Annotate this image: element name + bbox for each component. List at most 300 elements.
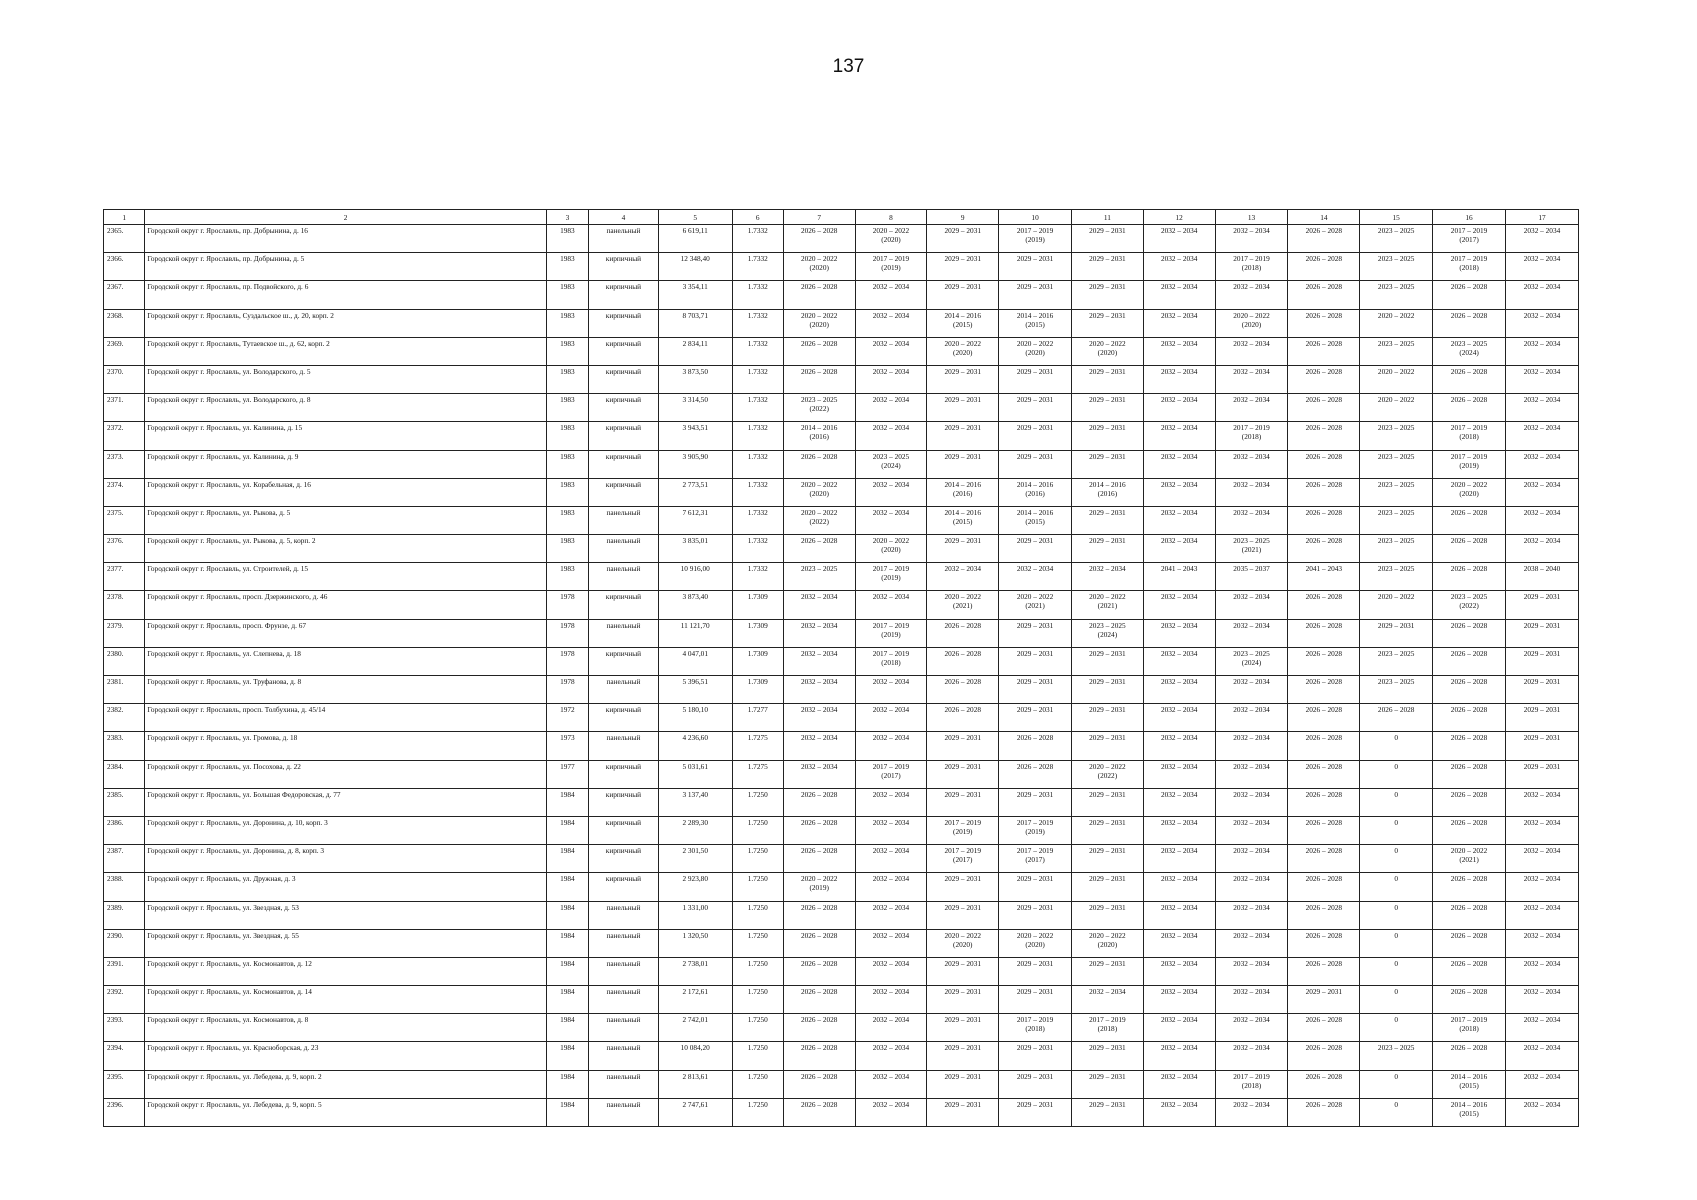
table-row — [104, 957, 1579, 985]
table-cell: 2377. — [104, 563, 145, 591]
table-cell: 2029 – 2031 — [1072, 281, 1144, 309]
table-cell: 2029 – 2031 — [999, 450, 1072, 478]
table-row — [104, 845, 1579, 873]
table-cell: 2382. — [104, 704, 145, 732]
table-cell: кирпичный — [589, 450, 659, 478]
table-cell: 2 301,50 — [658, 845, 732, 873]
table-cell — [1072, 619, 1144, 647]
cell-period: 2020 – 2022 — [800, 254, 838, 264]
cell-year: (2018) — [881, 657, 901, 667]
table-cell: 2032 – 2034 — [855, 1042, 927, 1070]
table-cell: 2032 – 2034 — [855, 478, 927, 506]
table-cell — [1433, 1070, 1506, 1098]
table-cell: Городской округ г. Ярославль, ул. Корабельная, д. 16 — [145, 478, 546, 506]
table-cell: 2026 – 2028 — [783, 281, 855, 309]
table-cell: 2026 – 2028 — [999, 760, 1072, 788]
table-cell: 2029 – 2031 — [1072, 957, 1144, 985]
table-cell: кирпичный — [589, 647, 659, 675]
table-cell: 2029 – 2031 — [1072, 225, 1144, 253]
table-cell: 2 773,51 — [658, 478, 732, 506]
table-cell: 2391. — [104, 957, 145, 985]
table-cell: 2023 – 2025 — [1360, 225, 1433, 253]
column-header-3: 3 — [546, 210, 588, 225]
table-cell: 1972 — [546, 704, 588, 732]
table-cell — [1072, 760, 1144, 788]
cell-year: (2018) — [1025, 1024, 1045, 1034]
table-cell: 2023 – 2025 — [1360, 506, 1433, 534]
cell-period: 2023 – 2025 — [1089, 620, 1126, 630]
table-cell: 2032 – 2034 — [1505, 281, 1578, 309]
table-cell: 2032 – 2034 — [1505, 901, 1578, 929]
table-cell: 2029 – 2031 — [999, 619, 1072, 647]
table-cell: 2032 – 2034 — [855, 309, 927, 337]
table-cell — [1433, 422, 1506, 450]
table-cell: кирпичный — [589, 816, 659, 844]
table-cell — [927, 309, 999, 337]
table-cell: 0 — [1360, 816, 1433, 844]
cell-year: (2020) — [1025, 347, 1045, 357]
table-cell: кирпичный — [589, 394, 659, 422]
table-cell — [927, 816, 999, 844]
table-cell: 1.7250 — [732, 1042, 783, 1070]
table-cell: 3 905,90 — [658, 450, 732, 478]
table-cell: 2029 – 2031 — [927, 253, 999, 281]
table-cell: 2029 – 2031 — [1072, 647, 1144, 675]
cell-year: (2015) — [953, 319, 973, 329]
table-cell: 1983 — [546, 365, 588, 393]
table-cell: 1984 — [546, 788, 588, 816]
table-cell: 2032 – 2034 — [1505, 506, 1578, 534]
cell-year: (2019) — [1459, 460, 1479, 470]
table-cell: 1984 — [546, 1042, 588, 1070]
table-row — [104, 422, 1579, 450]
table-row — [104, 563, 1579, 591]
table-cell: 2032 – 2034 — [1505, 986, 1578, 1014]
cell-year: (2021) — [1025, 601, 1045, 611]
table-cell: панельный — [589, 225, 659, 253]
table-cell: 2032 – 2034 — [855, 1070, 927, 1098]
table-body — [104, 225, 1579, 1127]
table-cell: 2032 – 2034 — [855, 394, 927, 422]
cell-period: 2014 – 2016 — [1450, 1071, 1488, 1081]
table-cell: 1 320,50 — [658, 929, 732, 957]
table-cell: Городской округ г. Ярославль, ул. Космонавтов, д. 8 — [145, 1014, 546, 1042]
table-cell — [783, 253, 855, 281]
page-number: 137 — [832, 56, 865, 77]
table-cell: Городской округ г. Ярославль, ул. Володарского, д. 8 — [145, 394, 546, 422]
table-cell: 2365. — [104, 225, 145, 253]
cell-year: (2019) — [881, 263, 901, 273]
table-cell: 2032 – 2034 — [1215, 732, 1288, 760]
table-cell: 2032 – 2034 — [1215, 704, 1288, 732]
table-cell — [855, 450, 927, 478]
cell-period: 2020 – 2022 — [1016, 338, 1054, 348]
table-cell: 1977 — [546, 760, 588, 788]
table-row — [104, 365, 1579, 393]
table-cell: 2032 – 2034 — [1505, 535, 1578, 563]
table-cell: 2023 – 2025 — [1360, 337, 1433, 365]
table-cell: 2032 – 2034 — [1215, 365, 1288, 393]
cell-period: 2014 – 2016 — [800, 423, 838, 433]
table-cell: 2026 – 2028 — [1433, 281, 1506, 309]
table-cell: 2032 – 2034 — [1143, 619, 1215, 647]
table-cell — [1433, 1014, 1506, 1042]
table-cell: 2026 – 2028 — [1288, 704, 1360, 732]
table-cell: 1984 — [546, 816, 588, 844]
table-cell — [927, 506, 999, 534]
cell-period: 2017 – 2019 — [1016, 1015, 1054, 1025]
table-cell: 2023 – 2025 — [1360, 478, 1433, 506]
table-cell: 2371. — [104, 394, 145, 422]
cell-period: 2020 – 2022 — [944, 338, 981, 348]
table-cell: 2029 – 2031 — [1505, 732, 1578, 760]
table-cell: 1.7250 — [732, 845, 783, 873]
table-cell: панельный — [589, 732, 659, 760]
table-cell: 1973 — [546, 732, 588, 760]
table-cell: 2032 – 2034 — [1215, 957, 1288, 985]
table-cell: 1984 — [546, 929, 588, 957]
table-cell: 2026 – 2028 — [1288, 816, 1360, 844]
table-cell: 2029 – 2031 — [999, 281, 1072, 309]
cell-period: 2014 – 2016 — [944, 479, 981, 489]
table-cell: 2026 – 2028 — [1433, 704, 1506, 732]
table-row — [104, 1042, 1579, 1070]
table-cell: Городской округ г. Ярославль, ул. Лебедева, д. 9, корп. 5 — [145, 1098, 546, 1126]
table-cell: Городской округ г. Ярославль, просп. Фрунзе, д. 67 — [145, 619, 546, 647]
table-cell: 2023 – 2025 — [1360, 535, 1433, 563]
table-cell: кирпичный — [589, 873, 659, 901]
cell-period: 2020 – 2022 — [1089, 930, 1126, 940]
table-cell: 1983 — [546, 422, 588, 450]
table-cell: 2026 – 2028 — [1433, 535, 1506, 563]
table-cell: 2029 – 2031 — [999, 1042, 1072, 1070]
table-cell: 2032 – 2034 — [1505, 1098, 1578, 1126]
table-cell: Городской округ г. Ярославль, пр. Подвойского, д. 6 — [145, 281, 546, 309]
column-header-14: 14 — [1288, 210, 1360, 225]
table-cell — [999, 225, 1072, 253]
cell-period: 2020 – 2022 — [800, 507, 838, 517]
table-cell: 8 703,71 — [658, 309, 732, 337]
table-cell: 2026 – 2028 — [1288, 901, 1360, 929]
table-cell: 2029 – 2031 — [1072, 704, 1144, 732]
table-cell: 2373. — [104, 450, 145, 478]
table-cell: 2032 – 2034 — [1215, 873, 1288, 901]
table-cell: 2032 – 2034 — [1215, 788, 1288, 816]
cell-period: 2023 – 2025 — [872, 451, 910, 461]
table-row — [104, 901, 1579, 929]
table-cell: 2029 – 2031 — [1505, 619, 1578, 647]
cell-period: 2020 – 2022 — [1450, 479, 1488, 489]
table-cell: 2032 – 2034 — [1505, 816, 1578, 844]
table-cell: 5 396,51 — [658, 676, 732, 704]
table-cell — [1433, 591, 1506, 619]
table-cell: 2026 – 2028 — [1433, 676, 1506, 704]
table-row — [104, 309, 1579, 337]
table-cell — [927, 845, 999, 873]
table-row — [104, 478, 1579, 506]
table-row — [104, 337, 1579, 365]
table-cell: 2032 – 2034 — [855, 845, 927, 873]
table-cell: 1984 — [546, 845, 588, 873]
table-cell: 2032 – 2034 — [1143, 478, 1215, 506]
table-cell: 2032 – 2034 — [855, 337, 927, 365]
table-cell: Городской округ г. Ярославль, Суздальское ш., д. 20, корп. 2 — [145, 309, 546, 337]
table-cell: Городской округ г. Ярославль, ул. Доронина, д. 8, корп. 3 — [145, 845, 546, 873]
table-cell: 2026 – 2028 — [1288, 394, 1360, 422]
table-cell: 2032 – 2034 — [1215, 1098, 1288, 1126]
table-cell — [855, 535, 927, 563]
table-cell: 2026 – 2028 — [1288, 281, 1360, 309]
table-cell: 2029 – 2031 — [927, 535, 999, 563]
table-cell: 2026 – 2028 — [1288, 845, 1360, 873]
table-cell: 1983 — [546, 563, 588, 591]
table-cell: 1.7309 — [732, 619, 783, 647]
table-cell: 2032 – 2034 — [1143, 394, 1215, 422]
cell-period: 2020 – 2022 — [800, 874, 838, 884]
cell-year: (2018) — [1097, 1024, 1118, 1034]
table-cell: 2032 – 2034 — [1143, 337, 1215, 365]
cell-year: (2019) — [881, 573, 901, 583]
cell-year: (2022) — [809, 404, 829, 414]
table-cell: 2396. — [104, 1098, 145, 1126]
table-cell: 2029 – 2031 — [1072, 506, 1144, 534]
table-cell: 2 813,61 — [658, 1070, 732, 1098]
table-cell: Городской округ г. Ярославль, ул. Володарского, д. 5 — [145, 365, 546, 393]
table-cell: 2032 – 2034 — [1215, 450, 1288, 478]
table-cell — [1072, 929, 1144, 957]
table-cell: 2032 – 2034 — [855, 788, 927, 816]
table-cell — [999, 337, 1072, 365]
table-cell: 2026 – 2028 — [1433, 816, 1506, 844]
cell-year: (2018) — [1241, 263, 1262, 273]
table-cell: Городской округ г. Ярославль, ул. Космонавтов, д. 14 — [145, 986, 546, 1014]
table-cell: 2029 – 2031 — [999, 535, 1072, 563]
table-cell — [783, 873, 855, 901]
table-cell: 2392. — [104, 986, 145, 1014]
table-cell: 2029 – 2031 — [927, 450, 999, 478]
table-cell: 2032 – 2034 — [1505, 1070, 1578, 1098]
table-cell: Городской округ г. Ярославль, ул. Доронина, д. 10, корп. 3 — [145, 816, 546, 844]
table-cell: 2367. — [104, 281, 145, 309]
table-cell: 2029 – 2031 — [1072, 816, 1144, 844]
table-cell: 2026 – 2028 — [783, 365, 855, 393]
table-cell: 1978 — [546, 619, 588, 647]
table-cell: 2032 – 2034 — [1143, 957, 1215, 985]
table-cell: 2376. — [104, 535, 145, 563]
table-cell: панельный — [589, 563, 659, 591]
table-cell — [999, 591, 1072, 619]
table-cell: панельный — [589, 676, 659, 704]
table-cell: 2029 – 2031 — [927, 1098, 999, 1126]
table-cell: 2026 – 2028 — [1433, 986, 1506, 1014]
table-cell: 1984 — [546, 986, 588, 1014]
table-cell: Городской округ г. Ярославль, ул. Посохова, д. 22 — [145, 760, 546, 788]
table-cell: 2032 – 2034 — [855, 873, 927, 901]
table-cell: 1983 — [546, 337, 588, 365]
table-cell: 2029 – 2031 — [927, 394, 999, 422]
table-cell: 1984 — [546, 1098, 588, 1126]
table-cell: 2023 – 2025 — [1360, 422, 1433, 450]
table-cell: 1983 — [546, 394, 588, 422]
table-cell: 2026 – 2028 — [1288, 535, 1360, 563]
table-cell: 2029 – 2031 — [1072, 732, 1144, 760]
cell-year: (2020) — [881, 235, 901, 244]
column-header-15: 15 — [1360, 210, 1433, 225]
table-cell: 1.7309 — [732, 647, 783, 675]
cell-period: 2017 – 2019 — [1016, 846, 1054, 856]
table-cell: 2041 – 2043 — [1288, 563, 1360, 591]
table-cell — [1433, 478, 1506, 506]
table-cell: 2393. — [104, 1014, 145, 1042]
table-cell: 2026 – 2028 — [1288, 760, 1360, 788]
cell-period: 2020 – 2022 — [1233, 310, 1270, 320]
table-cell: 2029 – 2031 — [999, 1070, 1072, 1098]
table-cell: 2026 – 2028 — [1288, 225, 1360, 253]
table-header — [104, 210, 1579, 225]
table-cell: 2026 – 2028 — [783, 450, 855, 478]
table-cell: 2029 – 2031 — [927, 873, 999, 901]
table-cell: 2032 – 2034 — [1215, 929, 1288, 957]
cell-year: (2020) — [881, 545, 901, 555]
table-cell: 1983 — [546, 309, 588, 337]
table-cell: 2032 – 2034 — [1215, 506, 1288, 534]
table-cell — [783, 309, 855, 337]
table-row — [104, 929, 1579, 957]
table-cell: 2029 – 2031 — [999, 901, 1072, 929]
table-cell: 2029 – 2031 — [927, 281, 999, 309]
cell-year: (2024) — [1459, 347, 1479, 357]
cell-period: 2020 – 2022 — [1016, 930, 1054, 940]
table-cell: 2032 – 2034 — [1505, 394, 1578, 422]
table-cell: 6 619,11 — [658, 225, 732, 253]
table-cell: 2026 – 2028 — [927, 704, 999, 732]
table-cell: 2026 – 2028 — [1288, 1098, 1360, 1126]
table-cell: 2032 – 2034 — [1505, 253, 1578, 281]
table-cell: 2029 – 2031 — [1072, 845, 1144, 873]
table-cell: 1.7332 — [732, 478, 783, 506]
table-cell: кирпичный — [589, 422, 659, 450]
table-cell: 1.7332 — [732, 309, 783, 337]
table-row — [104, 1098, 1579, 1126]
cell-year: (2018) — [1241, 1080, 1262, 1090]
table-cell: 2032 – 2034 — [1215, 676, 1288, 704]
table-cell: 2029 – 2031 — [999, 676, 1072, 704]
table-cell: Городской округ г. Ярославль, пр. Добрынина, д. 5 — [145, 253, 546, 281]
column-header-1: 1 — [104, 210, 145, 225]
table-cell: 2032 – 2034 — [855, 957, 927, 985]
table-cell: 1.7332 — [732, 225, 783, 253]
table-cell: 2026 – 2028 — [1288, 732, 1360, 760]
table-cell: 2032 – 2034 — [1505, 957, 1578, 985]
table-cell: 2029 – 2031 — [999, 704, 1072, 732]
cell-period: 2020 – 2022 — [872, 226, 910, 235]
table-cell: 1.7250 — [732, 929, 783, 957]
table-cell: 11 121,70 — [658, 619, 732, 647]
table-cell: 1983 — [546, 535, 588, 563]
table-cell: 0 — [1360, 986, 1433, 1014]
table-cell: 2026 – 2028 — [783, 929, 855, 957]
table-cell: 2029 – 2031 — [927, 365, 999, 393]
table-cell: 2026 – 2028 — [783, 1098, 855, 1126]
table-cell — [1215, 422, 1288, 450]
cell-period: 2017 – 2019 — [1089, 1015, 1126, 1025]
table-cell: панельный — [589, 1042, 659, 1070]
table-cell: 1.7309 — [732, 591, 783, 619]
table-cell: 2032 – 2034 — [1143, 676, 1215, 704]
column-header-6: 6 — [732, 210, 783, 225]
table-cell: 2026 – 2028 — [1360, 704, 1433, 732]
table-cell: 1.7309 — [732, 676, 783, 704]
cell-year: (2020) — [1025, 939, 1045, 949]
table-cell: 2 923,80 — [658, 873, 732, 901]
table-cell: 2026 – 2028 — [1433, 929, 1506, 957]
table-row — [104, 225, 1579, 253]
table-cell: 2029 – 2031 — [999, 788, 1072, 816]
table-cell: 2026 – 2028 — [1433, 957, 1506, 985]
table-cell: 1.7250 — [732, 816, 783, 844]
table-row — [104, 647, 1579, 675]
table-cell: 2032 – 2034 — [1215, 225, 1288, 253]
table-cell: 2032 – 2034 — [1143, 788, 1215, 816]
table-cell: 1.7275 — [732, 760, 783, 788]
table-cell: кирпичный — [589, 309, 659, 337]
cell-period: 2023 – 2025 — [1450, 592, 1488, 602]
table-cell: 2032 – 2034 — [855, 591, 927, 619]
table-cell: 7 612,31 — [658, 506, 732, 534]
table-cell: 2032 – 2034 — [1505, 845, 1578, 873]
table-cell: 2029 – 2031 — [999, 986, 1072, 1014]
table-cell: 1.7332 — [732, 281, 783, 309]
table-cell: 3 354,11 — [658, 281, 732, 309]
table-cell: 2026 – 2028 — [1433, 619, 1506, 647]
table-cell — [999, 1014, 1072, 1042]
table-cell: 2026 – 2028 — [1288, 450, 1360, 478]
table-cell: 2032 – 2034 — [1215, 337, 1288, 365]
table-cell — [1215, 309, 1288, 337]
table-cell — [999, 845, 1072, 873]
table-cell: 0 — [1360, 929, 1433, 957]
cell-year: (2015) — [1025, 319, 1045, 329]
table-cell: 2032 – 2034 — [855, 1014, 927, 1042]
cell-year: (2016) — [809, 432, 829, 442]
table-cell: 2383. — [104, 732, 145, 760]
column-header-5: 5 — [658, 210, 732, 225]
table-cell: 2032 – 2034 — [1143, 647, 1215, 675]
table-cell: 1.7250 — [732, 1098, 783, 1126]
table-cell: 2032 – 2034 — [1143, 1042, 1215, 1070]
table-cell: 2020 – 2022 — [1360, 365, 1433, 393]
table-cell: 2035 – 2037 — [1215, 563, 1288, 591]
table-cell: 2026 – 2028 — [1433, 309, 1506, 337]
table-cell: 4 047,01 — [658, 647, 732, 675]
table-cell: 2369. — [104, 337, 145, 365]
table-cell: 2026 – 2028 — [1288, 253, 1360, 281]
table-cell: 2026 – 2028 — [1433, 563, 1506, 591]
table-cell: Городской округ г. Ярославль, ул. Звездная, д. 53 — [145, 901, 546, 929]
table-cell: 2032 – 2034 — [783, 619, 855, 647]
table-cell: 1.7250 — [732, 957, 783, 985]
table-cell: 2032 – 2034 — [783, 647, 855, 675]
table-cell: 5 180,10 — [658, 704, 732, 732]
cell-year: (2019) — [1025, 235, 1045, 244]
table-cell: 2026 – 2028 — [1433, 788, 1506, 816]
table-cell: 2020 – 2022 — [1360, 591, 1433, 619]
table-cell: 2029 – 2031 — [1505, 760, 1578, 788]
column-header-13: 13 — [1215, 210, 1288, 225]
column-header-2: 2 — [145, 210, 546, 225]
table-cell: 2029 – 2031 — [927, 788, 999, 816]
table-cell: 2029 – 2031 — [1360, 619, 1433, 647]
